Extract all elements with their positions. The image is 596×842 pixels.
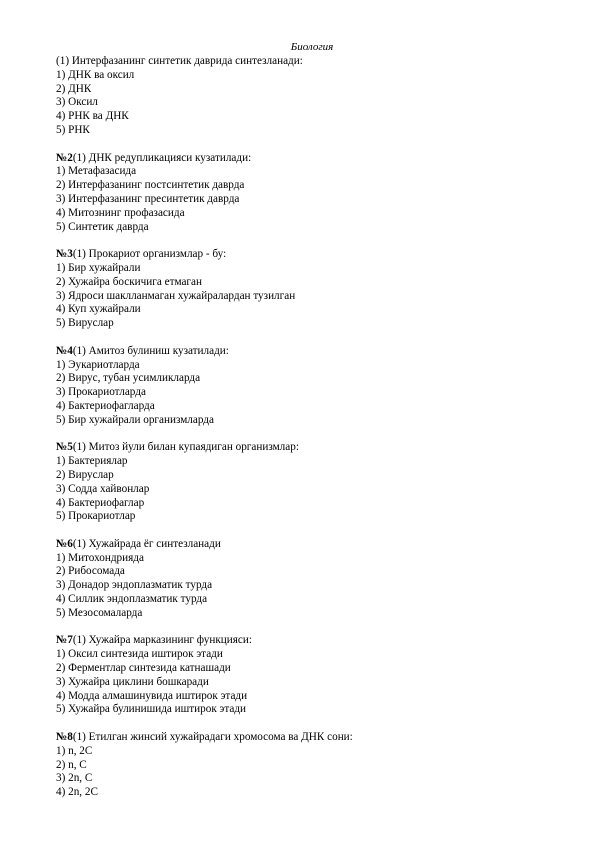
question-title: [56, 248, 576, 262]
answer-option: 3) Оксил: [56, 96, 98, 109]
question-title: [56, 345, 576, 359]
answer-option: 3) Интерфазанинг пресинтетик даврда: [56, 192, 240, 205]
header-title: Биология: [290, 41, 334, 53]
answer-option: 4) РНК ва ДНК: [56, 110, 129, 123]
question-4: [56, 345, 576, 428]
answer-option: 2) Рибосомада: [56, 565, 125, 578]
answer-option: 4) Бактериофаглар: [56, 496, 145, 509]
question-text: (1) Прокариот организмлар - бу:: [72, 248, 227, 261]
answer-option: 1) Митохондрияда: [56, 551, 144, 564]
questions-list: [56, 55, 576, 814]
question-title: [56, 731, 576, 745]
answer-option: 1) Бактериялар: [56, 455, 128, 468]
question-title: [56, 441, 576, 455]
answer-option: 1) n, 2C: [56, 744, 93, 757]
question-text: (1) Етилган жинсий хужайрадаги хромосома ва ДНК сони:: [72, 731, 353, 744]
answer-option: 4) Силлик эндоплазматик турда: [56, 593, 208, 606]
answer-option: 5) Вируслар: [56, 317, 114, 330]
question-number: №6: [56, 537, 73, 550]
question-6: [56, 538, 576, 621]
answer-option: 4) Бактериофагларда: [56, 399, 155, 412]
answer-option: 5) Бир хужайрали организмларда: [56, 413, 214, 426]
answer-option: 4) Модда алмашинувида иштирок этади: [56, 689, 248, 702]
question-title: [56, 538, 576, 552]
answer-option: 2) ДНК: [56, 82, 92, 95]
answer-option: 3) Донадор эндоплазматик турда: [56, 579, 213, 592]
answer-option: 4) Куп хужайрали: [56, 303, 141, 316]
question-text: (1) Амитоз булиниш кузатилади:: [72, 344, 229, 357]
answer-option: 5) Хужайра булинишида иштирок этади: [56, 703, 247, 716]
answer-option: 2) Ферментлар синтезида катнашади: [56, 662, 231, 675]
question-text: (1) Хужайра марказининг функцияси:: [72, 634, 252, 647]
question-1: [56, 55, 576, 138]
question-number: №2: [56, 151, 73, 164]
question-8: [56, 731, 576, 800]
question-7: [56, 634, 576, 717]
question-2: [56, 152, 576, 235]
answer-option: 2) Интерфазанинг постсинтетик даврда: [56, 179, 245, 192]
answer-option: 3) Содда хайвонлар: [56, 482, 150, 495]
question-5: [56, 441, 576, 524]
answer-option: 1) Оксил синтезида иштирок этади: [56, 648, 223, 661]
answer-option: 2) n, C: [56, 758, 87, 771]
question-number: №3: [56, 248, 73, 261]
question-title: [56, 152, 576, 166]
question-text: (1) Хужайрада ёг синтезланади: [72, 537, 221, 550]
question-number: №7: [56, 634, 73, 647]
answer-option: 5) Мезосомаларда: [56, 606, 143, 619]
answer-option: 5) Синтетик даврда: [56, 220, 149, 233]
question-3: [56, 248, 576, 331]
page-header: [0, 41, 596, 54]
answer-option: 1) ДНК ва оксил: [56, 68, 135, 81]
answer-option: 1) Метафазасида: [56, 165, 137, 178]
question-number: №8: [56, 731, 73, 744]
answer-option: 2) Вирус, тубан усимликларда: [56, 372, 201, 385]
answer-option: 3) 2n, C: [56, 772, 93, 785]
question-text: (1) Митоз йули билан купаядиган организмлар:: [72, 441, 299, 454]
answer-option: 5) Прокариотлар: [56, 510, 136, 523]
answer-option: 1) Эукариотларда: [56, 358, 140, 371]
answer-option: 4) Митознинг профазасида: [56, 206, 185, 219]
question-text: (1) Интерфазанинг синтетик даврида синтезланади:: [56, 55, 303, 67]
answer-option: 4) 2n, 2C: [56, 786, 98, 799]
question-text: (1) ДНК редупликацияси кузатилади:: [72, 151, 252, 164]
question-number: №5: [56, 441, 73, 454]
answer-option: 3) Ядроси шаклланмаган хужайралардан тузилган: [56, 289, 296, 302]
answer-option: 3) Прокариотларда: [56, 386, 146, 399]
answer-option: 2) Хужайра боскичига етмаган: [56, 275, 202, 288]
question-title: [56, 55, 576, 69]
answer-option: 3) Хужайра циклини бошкаради: [56, 675, 209, 688]
question-title: [56, 634, 576, 648]
answer-option: 5) РНК: [56, 123, 90, 136]
answer-option: 2) Вируслар: [56, 468, 114, 481]
answer-option: 1) Бир хужайрали: [56, 261, 141, 274]
question-number: №4: [56, 344, 73, 357]
